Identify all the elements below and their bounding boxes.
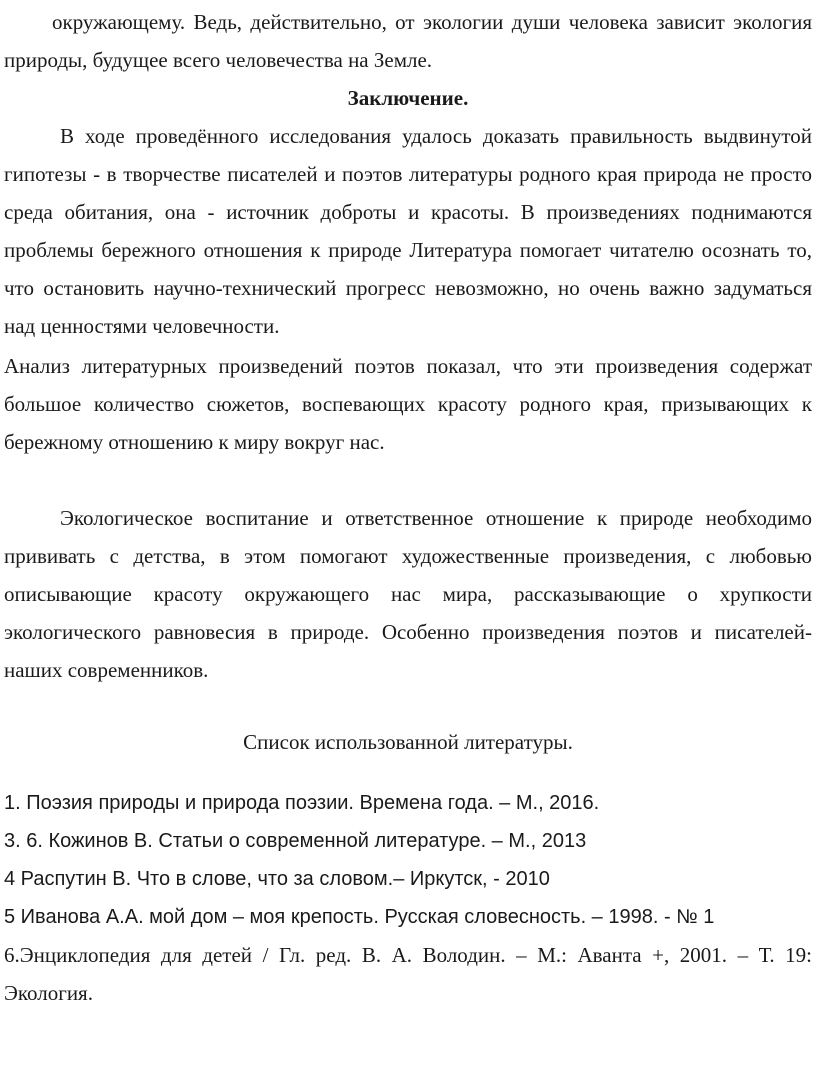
reference-item: 5 Иванова А.А. мой дом – моя крепость. Русская словесность. – 1998. - № 1 bbox=[4, 906, 715, 928]
references-heading: Список использованной литературы. bbox=[243, 730, 573, 754]
conclusion-heading: Заключение. bbox=[347, 86, 469, 110]
reference-item: 3. 6. Кожинов В. Статьи о современной литературе. – М., 2013 bbox=[4, 830, 587, 852]
reference-item: 6.Энциклопедия для детей / Гл. ред. В. А. Володин. – М.: Аванта +, 2001. – Т. 19: Экология. bbox=[4, 943, 812, 1005]
intro-continuation-paragraph: окружающему. Ведь, действительно, от экологии души человека зависит экология природы, будущее всего человечества на Земле. bbox=[4, 10, 812, 72]
conclusion-paragraph-1: В ходе проведённого исследования удалось доказать правильность выдвинутой гипотезы - в творчестве писателей и поэтов литературы родного края природа не просто среда обитания, она - источник доброты и красоты. В произведениях поднимаются проблемы бережного отношения к природе Литература помогает читателю осознать то, что остановить научно-технический прогресс невозможно, но очень важно задуматься над ценностями человечности. bbox=[4, 124, 812, 338]
conclusion-paragraph-3: Экологическое воспитание и ответственное отношение к природе необходимо прививать с детства, в этом помогают художественные произведения, с любовью описывающие красоту окружающего нас мира, рассказывающие о хрупкости экологического равновесия в природе. Особенно произведения поэтов и писателей- наших современников. bbox=[4, 506, 812, 682]
reference-item: 4 Распутин В. Что в слове, что за словом.– Иркутск, - 2010 bbox=[4, 868, 550, 890]
reference-item: 1. Поэзия природы и природа поэзии. Времена года. – М., 2016. bbox=[4, 792, 600, 814]
conclusion-paragraph-2: Анализ литературных произведений поэтов показал, что эти произведения содержат большое количество сюжетов, воспевающих красоту родного края, призывающих к бережному отношению к миру вокруг нас. bbox=[4, 354, 812, 454]
references-list bbox=[4, 784, 812, 1012]
